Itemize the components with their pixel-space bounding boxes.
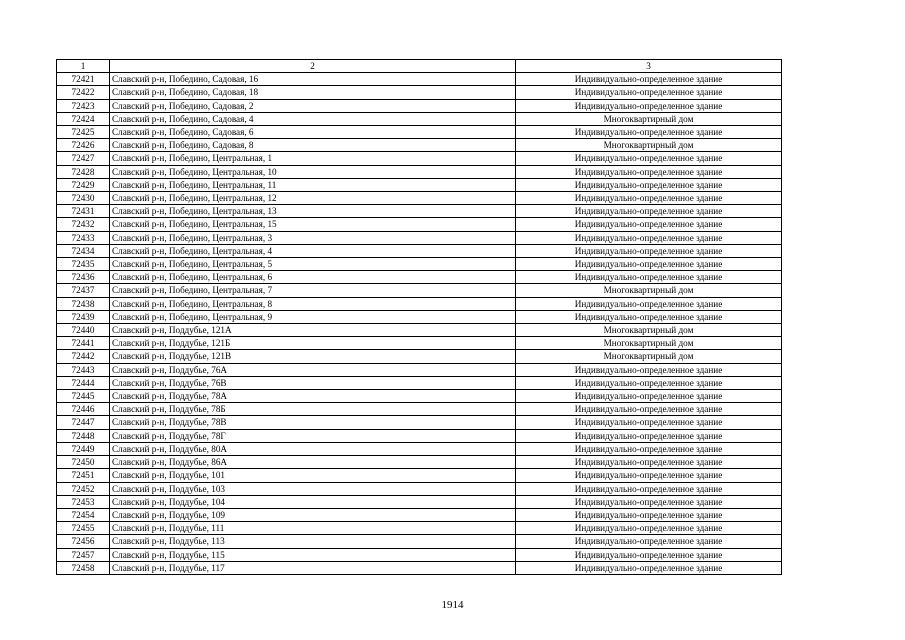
table-row	[57, 416, 782, 429]
row-address: Славский р-н, Победино, Центральная, 15	[110, 218, 516, 231]
row-number: 72447	[57, 416, 110, 429]
table-row	[57, 403, 782, 416]
row-address: Славский р-н, Победино, Центральная, 3	[110, 231, 516, 244]
row-address: Славский р-н, Поддубье, 78Б	[110, 403, 516, 416]
row-address: Славский р-н, Победино, Центральная, 12	[110, 192, 516, 205]
row-address: Славский р-н, Победино, Садовая, 18	[110, 86, 516, 99]
row-object-type: Индивидуально-определенное здание	[516, 456, 782, 469]
row-number: 72432	[57, 218, 110, 231]
row-number: 72430	[57, 192, 110, 205]
row-object-type: Индивидуально-определенное здание	[516, 99, 782, 112]
row-address: Славский р-н, Поддубье, 117	[110, 561, 516, 574]
row-number: 72448	[57, 429, 110, 442]
table-row	[57, 205, 782, 218]
row-address: Славский р-н, Поддубье, 101	[110, 469, 516, 482]
row-address: Славский р-н, Поддубье, 86А	[110, 456, 516, 469]
table-row	[57, 112, 782, 125]
row-object-type: Индивидуально-определенное здание	[516, 442, 782, 455]
table-row	[57, 139, 782, 152]
header-col-1: 1	[57, 60, 110, 73]
row-object-type: Индивидуально-определенное здание	[516, 469, 782, 482]
row-address: Славский р-н, Поддубье, 113	[110, 535, 516, 548]
table-row	[57, 297, 782, 310]
table-row	[57, 482, 782, 495]
row-number: 72425	[57, 126, 110, 139]
header-col-3: 3	[516, 60, 782, 73]
row-object-type: Индивидуально-определенное здание	[516, 363, 782, 376]
row-number: 72455	[57, 522, 110, 535]
row-object-type: Индивидуально-определенное здание	[516, 297, 782, 310]
table-row	[57, 535, 782, 548]
row-number: 72424	[57, 112, 110, 125]
row-object-type: Индивидуально-определенное здание	[516, 495, 782, 508]
row-number: 72438	[57, 297, 110, 310]
row-number: 72456	[57, 535, 110, 548]
row-object-type: Индивидуально-определенное здание	[516, 508, 782, 521]
row-object-type: Индивидуально-определенное здание	[516, 192, 782, 205]
table-row	[57, 429, 782, 442]
row-address: Славский р-н, Поддубье, 80А	[110, 442, 516, 455]
row-address: Славский р-н, Победино, Садовая, 2	[110, 99, 516, 112]
row-address: Славский р-н, Поддубье, 103	[110, 482, 516, 495]
row-number: 72436	[57, 271, 110, 284]
row-number: 72442	[57, 350, 110, 363]
row-number: 72421	[57, 73, 110, 86]
row-address: Славский р-н, Победино, Центральная, 4	[110, 244, 516, 257]
row-object-type: Индивидуально-определенное здание	[516, 482, 782, 495]
row-address: Славский р-н, Победино, Центральная, 5	[110, 258, 516, 271]
row-object-type: Индивидуально-определенное здание	[516, 218, 782, 231]
row-address: Славский р-н, Победино, Садовая, 8	[110, 139, 516, 152]
row-number: 72450	[57, 456, 110, 469]
table-row	[57, 522, 782, 535]
row-number: 72451	[57, 469, 110, 482]
row-number: 72445	[57, 390, 110, 403]
row-address: Славский р-н, Поддубье, 76А	[110, 363, 516, 376]
row-number: 72422	[57, 86, 110, 99]
row-number: 72427	[57, 152, 110, 165]
row-object-type: Индивидуально-определенное здание	[516, 73, 782, 86]
row-object-type: Индивидуально-определенное здание	[516, 244, 782, 257]
table-row	[57, 456, 782, 469]
table-body	[57, 73, 782, 575]
table-row	[57, 126, 782, 139]
row-address: Славский р-н, Победино, Садовая, 16	[110, 73, 516, 86]
row-object-type: Индивидуально-определенное здание	[516, 165, 782, 178]
row-address: Славский р-н, Поддубье, 111	[110, 522, 516, 535]
row-address: Славский р-н, Победино, Садовая, 4	[110, 112, 516, 125]
row-number: 72457	[57, 548, 110, 561]
table-row	[57, 192, 782, 205]
row-object-type: Индивидуально-определенное здание	[516, 258, 782, 271]
table-row	[57, 310, 782, 323]
row-number: 72449	[57, 442, 110, 455]
row-object-type: Индивидуально-определенное здание	[516, 403, 782, 416]
row-number: 72454	[57, 508, 110, 521]
table-row	[57, 442, 782, 455]
row-address: Славский р-н, Победино, Центральная, 10	[110, 165, 516, 178]
row-number: 72428	[57, 165, 110, 178]
row-object-type: Индивидуально-определенное здание	[516, 390, 782, 403]
table-row	[57, 548, 782, 561]
table-row	[57, 99, 782, 112]
row-number: 72452	[57, 482, 110, 495]
table-row	[57, 561, 782, 574]
row-object-type: Индивидуально-определенное здание	[516, 376, 782, 389]
registry-table	[56, 59, 782, 575]
row-address: Славский р-н, Победино, Центральная, 9	[110, 310, 516, 323]
row-address: Славский р-н, Победино, Центральная, 1	[110, 152, 516, 165]
table-row	[57, 218, 782, 231]
row-number: 72434	[57, 244, 110, 257]
table-row	[57, 152, 782, 165]
row-number: 72435	[57, 258, 110, 271]
row-object-type: Многоквартирный дом	[516, 337, 782, 350]
table-row	[57, 271, 782, 284]
row-address: Славский р-н, Поддубье, 109	[110, 508, 516, 521]
row-number: 72426	[57, 139, 110, 152]
table-row	[57, 390, 782, 403]
row-number: 72439	[57, 310, 110, 323]
row-object-type: Многоквартирный дом	[516, 324, 782, 337]
row-object-type: Индивидуально-определенное здание	[516, 416, 782, 429]
table-row	[57, 258, 782, 271]
table-row	[57, 324, 782, 337]
row-address: Славский р-н, Поддубье, 121Б	[110, 337, 516, 350]
row-address: Славский р-н, Победино, Центральная, 11	[110, 178, 516, 191]
row-object-type: Индивидуально-определенное здание	[516, 429, 782, 442]
table-row	[57, 165, 782, 178]
row-address: Славский р-н, Поддубье, 78В	[110, 416, 516, 429]
row-address: Славский р-н, Поддубье, 121А	[110, 324, 516, 337]
table-row	[57, 244, 782, 257]
row-address: Славский р-н, Победино, Центральная, 6	[110, 271, 516, 284]
table-row	[57, 363, 782, 376]
row-number: 72433	[57, 231, 110, 244]
row-object-type: Индивидуально-определенное здание	[516, 231, 782, 244]
row-address: Славский р-н, Поддубье, 115	[110, 548, 516, 561]
row-number: 72423	[57, 99, 110, 112]
row-address: Славский р-н, Победино, Центральная, 7	[110, 284, 516, 297]
row-number: 72431	[57, 205, 110, 218]
row-object-type: Индивидуально-определенное здание	[516, 522, 782, 535]
header-col-2: 2	[110, 60, 516, 73]
page-number: 1914	[441, 599, 464, 611]
row-address: Славский р-н, Победино, Центральная, 8	[110, 297, 516, 310]
table-row	[57, 469, 782, 482]
row-address: Славский р-н, Поддубье, 76В	[110, 376, 516, 389]
row-object-type: Индивидуально-определенное здание	[516, 271, 782, 284]
row-object-type: Индивидуально-определенное здание	[516, 548, 782, 561]
table-row	[57, 73, 782, 86]
row-number: 72441	[57, 337, 110, 350]
row-address: Славский р-н, Поддубье, 121В	[110, 350, 516, 363]
table-row	[57, 376, 782, 389]
row-object-type: Многоквартирный дом	[516, 112, 782, 125]
row-object-type: Индивидуально-определенное здание	[516, 561, 782, 574]
row-address: Славский р-н, Поддубье, 104	[110, 495, 516, 508]
row-object-type: Индивидуально-определенное здание	[516, 535, 782, 548]
table-row	[57, 231, 782, 244]
row-number: 72443	[57, 363, 110, 376]
row-number: 72446	[57, 403, 110, 416]
row-number: 72429	[57, 178, 110, 191]
table-row	[57, 86, 782, 99]
row-object-type: Индивидуально-определенное здание	[516, 126, 782, 139]
row-object-type: Индивидуально-определенное здание	[516, 205, 782, 218]
row-number: 72437	[57, 284, 110, 297]
row-address: Славский р-н, Поддубье, 78Г	[110, 429, 516, 442]
row-number: 72440	[57, 324, 110, 337]
row-address: Славский р-н, Победино, Садовая, 6	[110, 126, 516, 139]
row-address: Славский р-н, Победино, Центральная, 13	[110, 205, 516, 218]
table-header	[57, 60, 782, 73]
row-object-type: Индивидуально-определенное здание	[516, 178, 782, 191]
table-row	[57, 284, 782, 297]
row-object-type: Индивидуально-определенное здание	[516, 310, 782, 323]
row-object-type: Индивидуально-определенное здание	[516, 86, 782, 99]
row-number: 72453	[57, 495, 110, 508]
row-number: 72458	[57, 561, 110, 574]
row-object-type: Многоквартирный дом	[516, 350, 782, 363]
table-row	[57, 495, 782, 508]
row-object-type: Многоквартирный дом	[516, 284, 782, 297]
table-row	[57, 350, 782, 363]
table-row	[57, 337, 782, 350]
header-row	[57, 60, 782, 73]
table-row	[57, 178, 782, 191]
table-row	[57, 508, 782, 521]
row-address: Славский р-н, Поддубье, 78А	[110, 390, 516, 403]
row-number: 72444	[57, 376, 110, 389]
row-object-type: Многоквартирный дом	[516, 139, 782, 152]
row-object-type: Индивидуально-определенное здание	[516, 152, 782, 165]
